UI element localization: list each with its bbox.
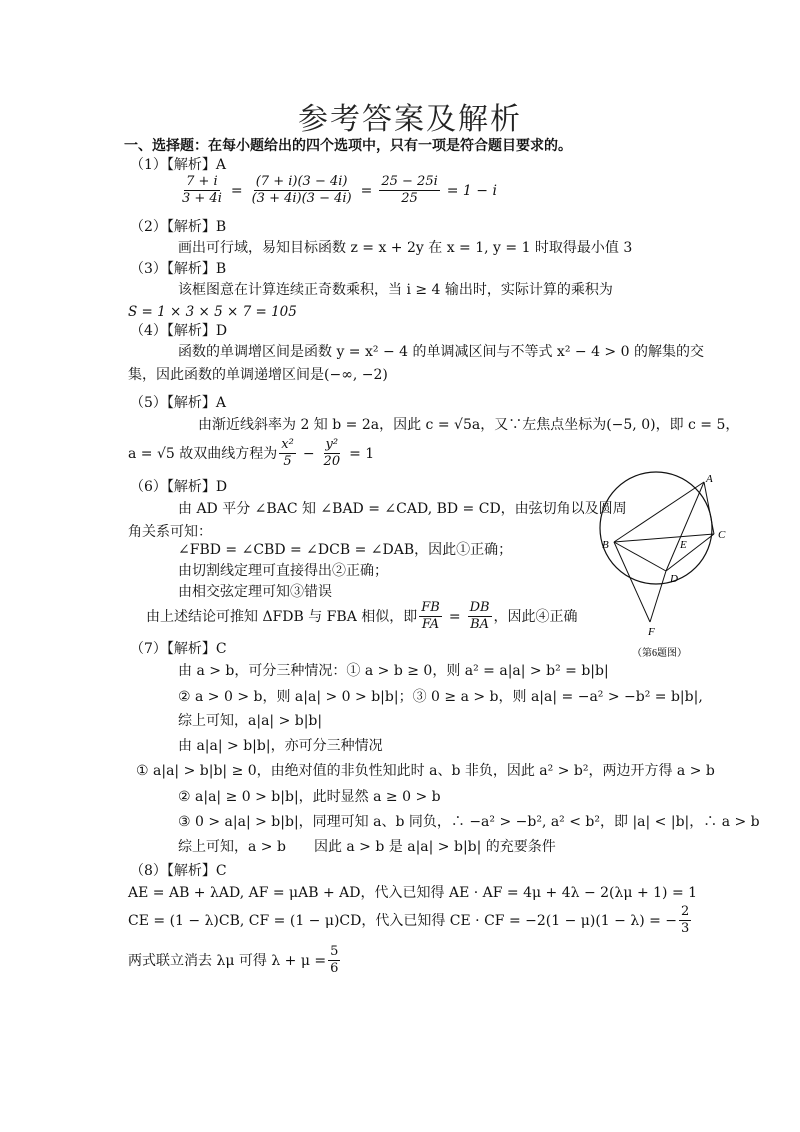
q7-line6: ② a|a| ≥ 0 > b|b|，此时显然 a ≥ 0 > b [178,789,441,805]
q5-fraction-x: $\frac{\text{x²}}{5}$ [281,437,294,469]
q1-head: （1）【解析】A [130,157,227,173]
q6-line1: 由 AD 平分 ∠BAC 知 ∠BAD = ∠CAD, BD = CD，由弦切角以及圆周 [178,501,627,517]
q3-line1: 该框图意在计算连续正奇数乘积，当 i ≥ 4 输出时，实际计算的乘积为 [178,282,613,298]
q4-head: （4）【解析】D [130,323,228,339]
q7-line1: 由 a > b，可分三种情况：① a > b ≥ 0，则 a² = a|a| > b² = b|b| [178,663,609,679]
page-title: 参考答案及解析 [298,102,522,137]
section-header: 一、选择题：在每小题给出的四个选项中，只有一项是符合题目要求的。 [124,138,572,154]
q4-line1: 函数的单调增区间是函数 y = x² − 4 的单调减区间与不等式 x² − 4 > 0 的解集的交 [178,344,704,360]
figure-caption: （第6题图） [632,648,687,659]
q6-line2: 角关系可知： [128,524,212,540]
figure-label-a: A [706,473,713,485]
figure-label-e: E [680,539,687,551]
q6-line6: 由上述结论可推知 ΔFDB 与 FBA 相似，即 $\frac{FB}{FA}$ = $\frac{DB}{BA}$ ，因此④正确 [146,600,578,632]
q1-equation: $\frac{7 + i}{3 + 4i}$ = $\frac{(7 + i)(3 - 4i)}{(3 + 4i)(3 - 4i)}$ = $\frac{25 - 25i}{25}$ = 1 − i [182,174,497,206]
q6-line4: 由切割线定理可直接得出②正确； [178,563,388,579]
q6-figure [590,460,740,670]
q5-fraction-y: $\frac{\text{y²}}{20}$ [323,437,341,469]
q5-line1: 由渐近线斜率为 2 知 b = 2a，因此 c = √5a，又∵左焦点坐标为(−5, 0)，即 c = 5， [198,417,740,433]
q3-line2: S = 1 × 3 × 5 × 7 = 105 [128,304,297,320]
q8-fraction-2-3: $\frac{2}{3}$ [681,904,690,936]
figure-label-b: B [602,539,609,551]
q1-fraction-3: $\frac{25 - 25i}{25}$ [381,174,438,206]
figure-label-c: C [718,529,726,541]
q7-line2: ② a > 0 > b，则 a|a| > 0 > b|b|；③ 0 ≥ a > b，则 a|a| = −a² > −b² = b|b|, [178,689,703,705]
q8-fraction-5-6: $\frac{5}{6}$ [330,944,339,976]
q8-line1: AE = AB + λAD, AF = μAB + AD，代入已知得 AE · AF = 4μ + 4λ − 2(λμ + 1) = 1 [128,885,698,901]
q7-line5: ① a|a| > b|b| ≥ 0，由绝对值的非负性知此时 a、b 非负，因此 a² > b²，两边开方得 a > b [136,763,715,779]
q2-head: （2）【解析】B [130,219,227,235]
q8-line3: 两式联立消去 λμ 可得 λ + μ = $\frac{5}{6}$ [128,944,339,976]
q7-head: （7）【解析】C [130,641,227,657]
figure-label-d: D [670,573,678,585]
q8-head: （8）【解析】C [130,863,227,879]
q7-line8: 综上可知，a > b 因此 a > b 是 a|a| > b|b| 的充要条件 [178,839,556,855]
q7-line7: ③ 0 > a|a| > b|b|，同理可知 a、b 同负，∴ −a² > −b², a² < b²，即 |a| < |b|，∴ a > b [178,814,760,830]
figure-circle [600,472,712,584]
q5-head: （5）【解析】A [130,395,227,411]
figure-lines [614,482,714,622]
q6-head: （6）【解析】D [130,479,228,495]
q1-fraction-2: $\frac{(7 + i)(3 - 4i)}{(3 + 4i)(3 - 4i)}$ [251,174,352,206]
q6-line3: ∠FBD = ∠CBD = ∠DCB = ∠DAB，因此①正确； [178,542,513,558]
q7-line3: 综上可知，a|a| > b|b| [178,713,323,729]
q6-fraction-db: $\frac{DB}{BA}$ [469,600,490,632]
q3-head: （3）【解析】B [130,261,227,277]
q1-fraction-1: $\frac{7 + i}{3 + 4i}$ [182,174,222,206]
q2-line1: 画出可行域，易知目标函数 z = x + 2y 在 x = 1, y = 1 时取得最小值 3 [178,240,633,256]
q7-line4: 由 a|a| > b|b|，亦可分三种情况 [178,738,383,754]
q5-line2: a = √5 故双曲线方程为 $\frac{\text{x²}}{5}$ − $\frac{\text{y²}}{20}$ = 1 [128,437,375,469]
q4-line2: 集，因此函数的单调递增区间是(−∞, −2) [128,367,388,383]
q6-line5: 由相交弦定理可知③错误 [178,584,332,600]
q6-fraction-fb: $\frac{FB}{FA}$ [421,600,440,632]
q8-line2: CE = (1 − λ)CB, CF = (1 − μ)CD，代入已知得 CE · CF = −2(1 − μ)(1 − λ) = − $\frac{2}{3}$ [128,904,690,936]
figure-label-f: F [648,626,655,638]
